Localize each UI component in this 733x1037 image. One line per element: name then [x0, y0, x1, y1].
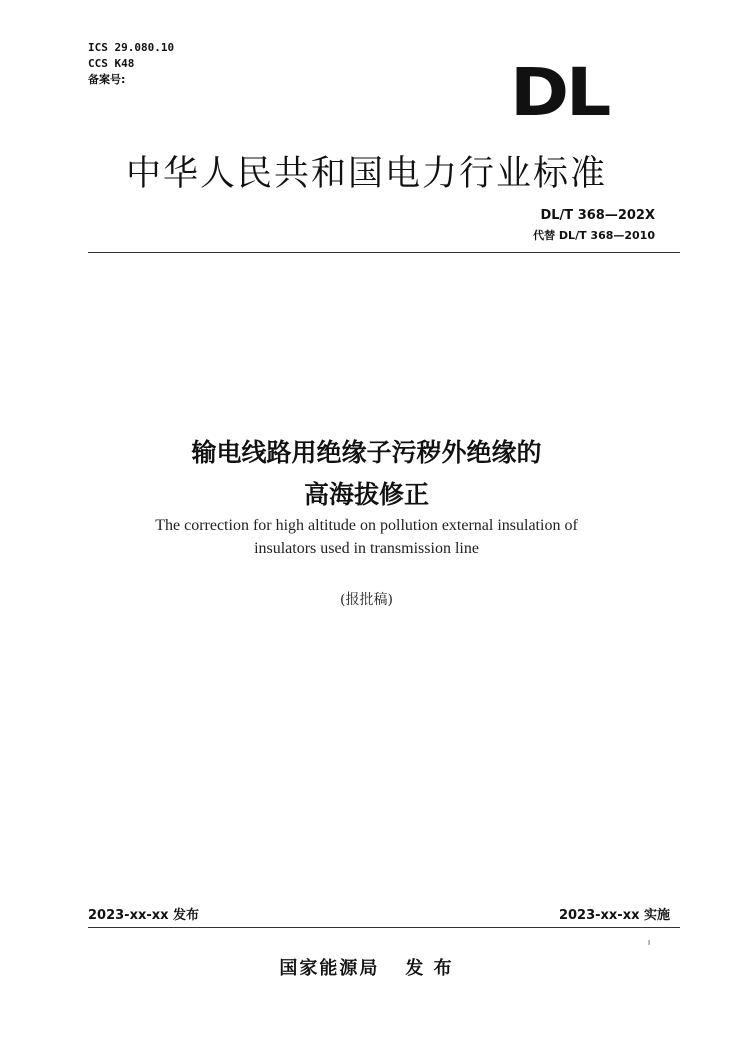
standard-heading: 中华人民共和国电力行业标准: [125, 154, 607, 194]
issuer: [0, 957, 733, 981]
issue-date: 2023-xx-xx 发布: [88, 908, 200, 923]
implementation-date: 2023-xx-xx 实施: [558, 908, 670, 923]
dl-logo: DL: [510, 54, 609, 131]
ics-code: ICS 29.080.10: [88, 41, 175, 54]
title-chinese-line-2: 高海拔修正: [303, 480, 429, 509]
footer-divider: [88, 927, 680, 928]
title-chinese-line-1: 输电线路用绝缘子污秽外绝缘的: [191, 438, 542, 467]
replaces-standard: 代替 DL/T 368—2010: [533, 229, 655, 242]
record-number-label: 备案号:: [88, 73, 126, 86]
draft-status: (报批稿): [340, 592, 393, 608]
title-english-line-1: The correction for high altitude on pollution external insulation of: [155, 517, 578, 534]
page-number: I: [648, 939, 651, 947]
issuer-action: 发 布: [405, 958, 454, 979]
issuer-name: 国家能源局: [279, 958, 380, 979]
title-english-line-2: insulators used in transmission line: [254, 540, 479, 557]
standard-number: DL/T 368—202X: [540, 208, 655, 223]
header-divider: [88, 252, 680, 253]
ccs-code: CCS K48: [88, 57, 135, 70]
